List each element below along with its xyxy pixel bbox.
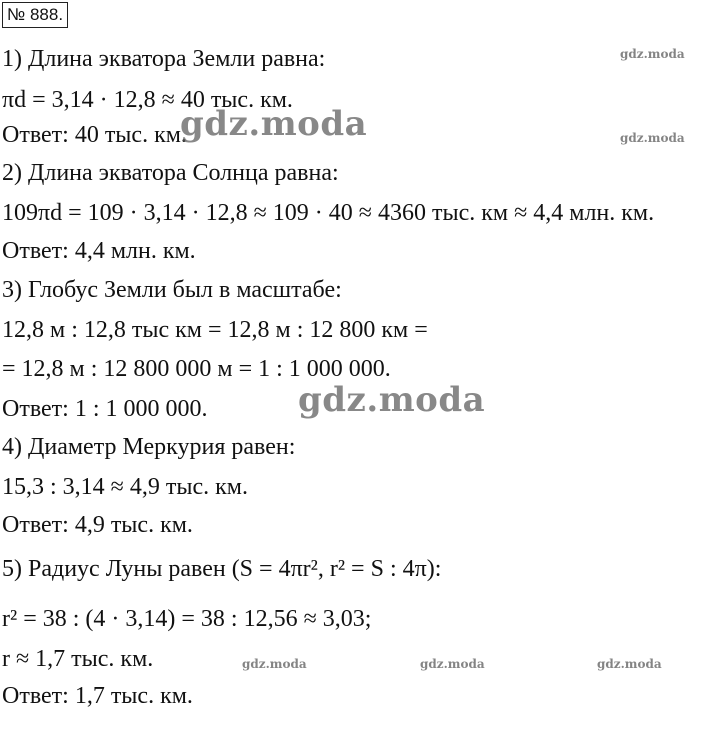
line-3: Ответ: 40 тыс. км. (2, 122, 187, 148)
line-6: Ответ: 4,4 млн. км. (2, 238, 196, 264)
watermark-large: gdz.moda (180, 104, 368, 144)
watermark-large: gdz.moda (298, 380, 486, 420)
line-10: Ответ: 1 : 1 000 000. (2, 396, 208, 422)
line-7: 3) Глобус Земли был в масштабе: (2, 277, 342, 303)
line-4: 2) Длина экватора Солнца равна: (2, 160, 339, 186)
watermark-small: gdz.moda (620, 47, 685, 61)
problem-number: № 888. (2, 2, 68, 28)
watermark-small: gdz.moda (242, 657, 307, 671)
line-13: Ответ: 4,9 тыс. км. (2, 512, 193, 538)
watermark-small: gdz.moda (420, 657, 485, 671)
line-2: πd = 3,14 · 12,8 ≈ 40 тыс. км. (2, 87, 293, 113)
line-1: 1) Длина экватора Земли равна: (2, 46, 326, 72)
watermark-small: gdz.moda (597, 657, 662, 671)
line-16: r ≈ 1,7 тыс. км. (2, 646, 154, 672)
line-15: r² = 38 : (4 · 3,14) = 38 : 12,56 ≈ 3,03; (2, 606, 372, 632)
line-11: 4) Диаметр Меркурия равен: (2, 434, 296, 460)
line-12: 15,3 : 3,14 ≈ 4,9 тыс. км. (2, 474, 248, 500)
line-9: = 12,8 м : 12 800 000 м = 1 : 1 000 000. (2, 356, 391, 382)
line-14: 5) Радиус Луны равен (S = 4πr², r² = S : 4π): (2, 556, 442, 582)
line-17: Ответ: 1,7 тыс. км. (2, 683, 193, 709)
line-5: 109πd = 109 · 3,14 · 12,8 ≈ 109 · 40 ≈ 4360 тыс. км ≈ 4,4 млн. км. (2, 200, 655, 226)
watermark-small: gdz.moda (620, 131, 685, 145)
line-8: 12,8 м : 12,8 тыс км = 12,8 м : 12 800 км = (2, 317, 428, 343)
